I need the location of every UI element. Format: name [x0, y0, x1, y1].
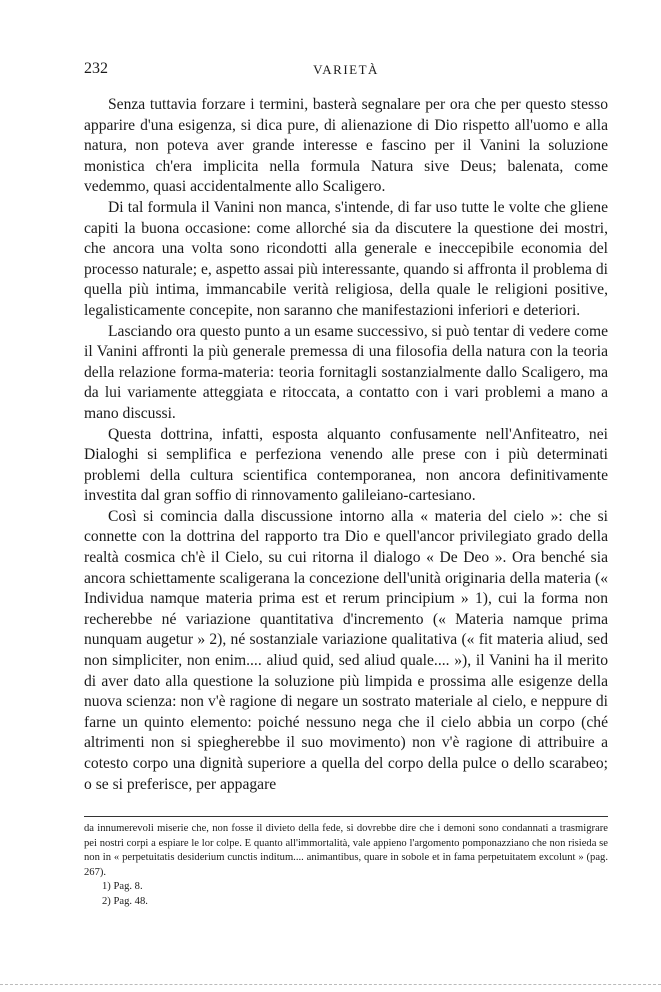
footnotes — [84, 822, 608, 910]
paragraph: Di tal formula il Vanini non manca, s'intende, di far uso tutte le volte che gliene capiti la buona occasione: come allorché sia da discutere la questione dei mostri, che ancora una volta sono ricondotti alla generale e ineccepibile economia del processo naturale; e, aspetto assai più interessante, quando si affronta il problema di quella più intima, immancabile verità religiosa, della quale le religioni positive, legalisticamente concepite, non saranno che manifestazioni inferiori e deteriori. — [84, 198, 608, 319]
running-head: VARIETÀ — [313, 62, 379, 77]
body-text — [84, 95, 608, 795]
footnote-continuation: da innumerevoli miserie che, non fosse il divieto della fede, si dovrebbe dire che i demoni sono condannati a trasmigrare pei nostri corpi a espiare le lor colpe. E quanto all'immortalità, vale appieno l'argomento pomponazziano che non risieda se non in « perpetuitatis desiderium cunctis inditum.... animantibus, quare in sobole et in fama perpetuitatem excolunt » (pag. 267). — [84, 823, 608, 878]
scan-edge-line — [0, 984, 661, 985]
page-header — [84, 60, 608, 84]
footnote: 1) Pag. 8. — [102, 881, 143, 893]
footnote: 2) Pag. 48. — [102, 895, 148, 907]
page-number: 232 — [84, 60, 108, 77]
footnote-separator — [84, 816, 608, 817]
paragraph: Senza tuttavia forzare i termini, basterà segnalare per ora che per questo stesso apparire d'una esigenza, si dica pure, di alienazione di Dio rispetto all'uomo e alla natura, non poteva aver grande interesse e fascino per il Vanini la soluzione monistica ch'era implicita nella formula Natura sive Deus; balenata, come vedemmo, quasi accidentalmente allo Scaligero. — [84, 96, 608, 196]
paragraph: Così si comincia dalla discussione intorno alla « materia del cielo »: che si connette con la dottrina del rapporto tra Dio e quell'ancor privilegiato grado della realtà cosmica ch'è il Cielo, su cui ritorna il dialogo « De Deo ». Ora benché sia ancora schiettamente scaligerana la concezione dell'unità originaria della materia (« Individua namque materia prima est et rerum principium » 1), cui la forma non recherebbe né variazione quantitativa d'incremento (« Materia namque prima nunquam augetur » 2), né sostanziale variazione qualitativa (« fit materia aliud, sed non simpliciter, non enim.... aliud quid, sed aliud quale.... »), il Vanini ha il merito di aver dato alla questione la soluzione più limpida e prossima alle esigenze della nuova scienza: non v'è ragione di negare un sostrato materiale al cielo, e neppure di farne un quinto elemento: poiché nessuno nega che il cielo abbia un corpo (ché altrimenti non si spiegherebbe il suo movimento) non v'è ragione di attribuire a cotesto corpo una dignità superiore a quella del corpo della pulce o dello scarabeo; o se si preferisce, per appagare — [84, 507, 608, 793]
paragraph: Lasciando ora questo punto a un esame successivo, si può tentar di vedere come il Vanini affronti la più generale premessa di una filosofia della natura con la teoria della relazione forma-materia: teoria fornitagli sostanzialmente dallo Scaligero, ma da lui variamente atteggiata e ritoccata, a contatto con i vari problemi a mano a mano discussi. — [84, 322, 608, 422]
paragraph: Questa dottrina, infatti, esposta alquanto confusamente nell'Anfiteatro, nei Dialoghi si semplifica e perfeziona venendo alle prese con i più determinati problemi della cultura scientifica contemporanea, non ancora definitivamente investita dal gran soffio di rinnovamento galileiano-cartesiano. — [84, 425, 608, 505]
